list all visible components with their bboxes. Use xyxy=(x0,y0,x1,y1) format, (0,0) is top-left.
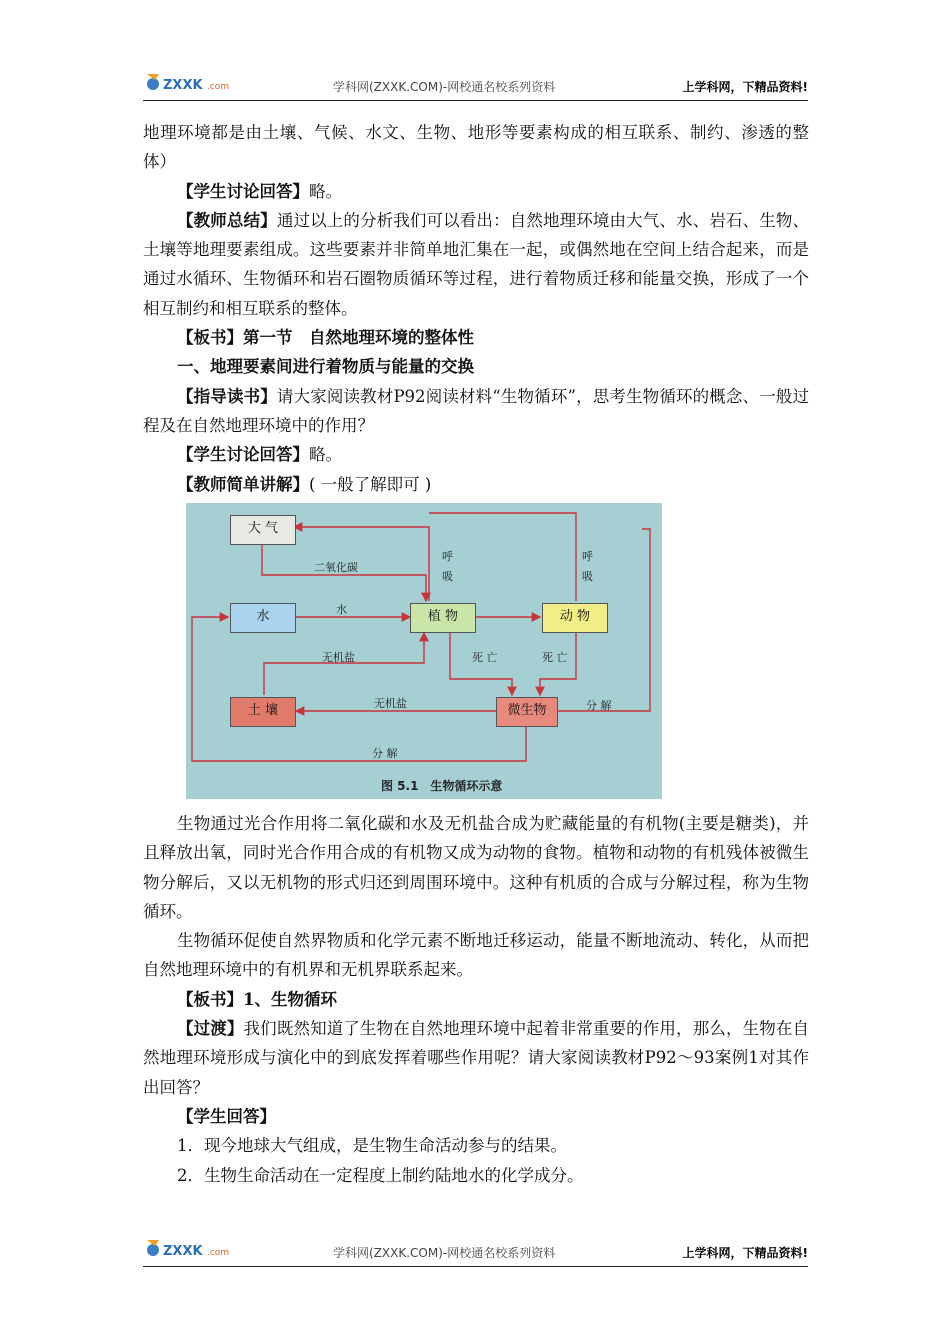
tag: 【指导读书】 xyxy=(177,386,277,406)
tag: 【学生讨论回答】 xyxy=(177,445,309,465)
footer-slogan: 上学科网，下精品资料! xyxy=(682,1246,808,1260)
plant-box: 植 物 xyxy=(410,603,476,633)
svg-text:ZXXK: ZXXK xyxy=(163,78,203,93)
paragraph: 【学生讨论回答】略。 xyxy=(177,181,342,201)
svg-text:ZXXK: ZXXK xyxy=(163,1244,203,1259)
tag: 【教师总结】 xyxy=(177,210,277,230)
page-footer xyxy=(143,1236,808,1267)
decompose-label: 分 解 xyxy=(372,747,398,760)
svg-text:.com: .com xyxy=(207,1248,230,1258)
animal-box: 动 物 xyxy=(542,603,608,633)
paragraph: 生物循环促使自然界物质和化学元素不断地迁移运动，能量不断地流动、转化，从而把自然地理环境中的有机界和无机界联系起来。 xyxy=(143,931,809,980)
zxxk-logo xyxy=(143,1236,243,1264)
atmosphere-box: 大 气 xyxy=(230,515,296,545)
document-body xyxy=(143,118,809,499)
death-label: 死 亡 xyxy=(472,651,498,664)
respiration-label: 呼吸 xyxy=(582,550,593,583)
paragraph: 【过渡】我们既然知道了生物在自然地理环境中起着非常重要的作用，那么，生物在自然地理环境形成与演化中的到底发挥着哪些作用呢？请大家阅读教材P92～93案例1对其作出回答？ xyxy=(143,1019,810,1097)
tag: 【过渡】 xyxy=(177,1019,244,1039)
tag: 【学生讨论回答】 xyxy=(177,181,309,201)
zxxk-logo xyxy=(143,70,243,98)
tag: 【教师简单讲解】 xyxy=(177,474,309,494)
page-header xyxy=(143,70,808,101)
water-arrow-label: 水 xyxy=(336,603,347,616)
microbe-box: 微生物 xyxy=(496,697,558,727)
paragraph: 【学生回答】 xyxy=(177,1106,276,1126)
paragraph: 地理环境都是由土壤、气候、水文、生物、地形等要素构成的相互联系、制约、渗透的整体） xyxy=(143,123,809,172)
paragraph: 【教师简单讲解】( 一般了解即可 ) xyxy=(177,474,432,494)
paragraph: 【指导读书】请大家阅读教材P92阅读材料“生物循环”，思考生物循环的概念、一般过程及在自然地理环境中的作用？ xyxy=(143,386,810,435)
inorganic-salt-label: 无机盐 xyxy=(322,651,355,664)
paragraph: 生物通过光合作用将二氧化碳和水及无机盐合成为贮藏能量的有机物(主要是糖类)，并且释放出氧，同时光合作用合成的有机物又成为动物的食物。植物和动物的有机残体被微生物分解后，又以无机物的形式归还到周围环境中。这种有机质的合成与分解过程，称为生物循环。 xyxy=(143,814,809,921)
section-heading: 【板书】1、生物循环 xyxy=(177,989,337,1009)
section-heading: 【板书】第一节 自然地理环境的整体性 xyxy=(177,328,474,348)
figure-caption: 图 5.1 生物循环示意 xyxy=(381,779,503,793)
soil-box: 土 壤 xyxy=(230,697,296,727)
respiration-label: 呼吸 xyxy=(442,550,453,583)
death-label: 死 亡 xyxy=(542,651,568,664)
header-slogan: 上学科网，下精品资料! xyxy=(682,80,808,94)
paragraph: 【教师总结】通过以上的分析我们可以看出：自然地理环境由大气、水、岩石、生物、土壤等地理要素组成。这些要素并非简单地汇集在一起，或偶然地在空间上结合起来，而是通过水循环、生物循环和岩石圈物质循环等过程，进行着物质迁移和能量交换，形成了一个相互制约和相互联系的整体。 xyxy=(143,210,810,318)
svg-text:.com: .com xyxy=(207,82,230,92)
bio-cycle-figure xyxy=(186,503,662,799)
subsection-heading: 一、地理要素间进行着物质与能量的交换 xyxy=(177,357,474,377)
footer-center-text: 学科网(ZXXK.COM)-网校通名校系列资料 xyxy=(333,1246,556,1260)
paragraph: 【学生讨论回答】略。 xyxy=(177,445,342,465)
list-item: 2．生物生命活动在一定程度上制约陆地水的化学成分。 xyxy=(177,1165,584,1185)
co2-label: 二氧化碳 xyxy=(314,561,358,574)
inorganic-salt-label: 无机盐 xyxy=(374,697,407,710)
header-center-text: 学科网(ZXXK.COM)-网校通名校系列资料 xyxy=(333,80,556,94)
list-item: 1．现今地球大气组成，是生物生命活动参与的结果。 xyxy=(177,1136,567,1156)
water-box: 水 xyxy=(230,603,296,633)
decompose-label: 分 解 xyxy=(586,699,612,712)
document-body-continued xyxy=(143,809,809,1190)
